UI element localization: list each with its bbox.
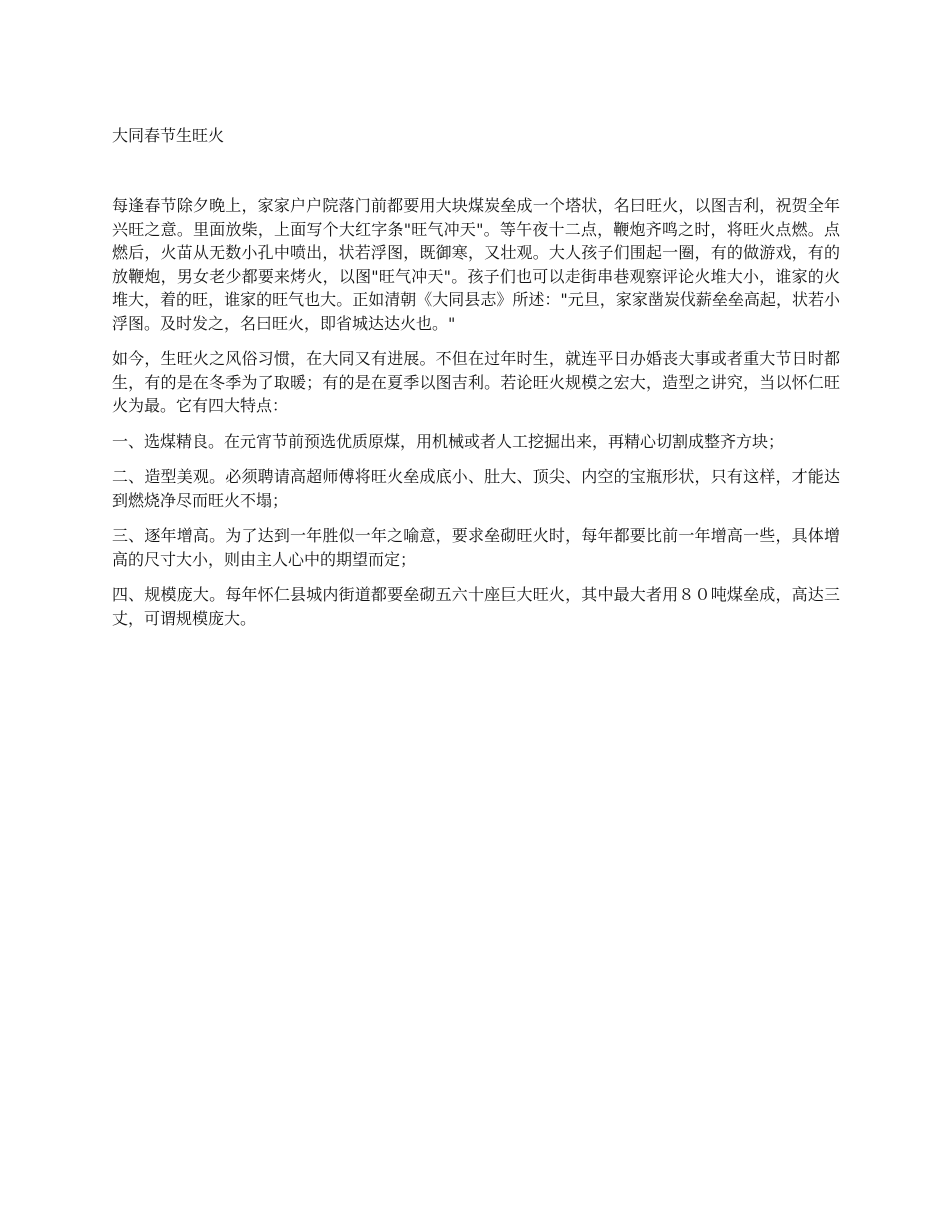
paragraph-feature-2: 二、造型美观。必须聘请高超师傅将旺火垒成底小、肚大、顶尖、内空的宝瓶形状，只有这样，才能达到燃烧净尽而旺火不塌； bbox=[112, 467, 840, 510]
document-page bbox=[112, 124, 840, 642]
paragraph-feature-1: 一、选煤精良。在元宵节前预选优质原煤，用机械或者人工挖掘出来，再精心切割成整齐方块； bbox=[112, 431, 785, 451]
paragraph-today: 如今，生旺火之风俗习惯，在大同又有进展。不但在过年时生，就连平日办婚丧大事或者重大节日时都生，有的是在冬季为了取暖；有的是在夏季以图吉利。若论旺火规模之宏大，造型之讲究，当以怀仁旺火为最。它有四大特点： bbox=[112, 349, 840, 415]
document-title: 大同春节生旺火 bbox=[112, 126, 225, 145]
paragraph-feature-3: 三、逐年增高。为了达到一年胜似一年之喻意，要求垒砌旺火时，每年都要比前一年增高一些，具体增高的尺寸大小，则由主人心中的期望而定； bbox=[112, 526, 840, 569]
paragraph-feature-4: 四、规模庞大。每年怀仁县城内街道都要垒砌五六十座巨大旺火，其中最大者用８０吨煤垒成，高达三丈，可谓规模庞大。 bbox=[112, 585, 840, 628]
paragraph-intro: 每逢春节除夕晚上，家家户户院落门前都要用大块煤炭垒成一个塔状，名曰旺火，以图吉利，祝贺全年兴旺之意。里面放柴，上面写个大红字条"旺气冲天"。等午夜十二点，鞭炮齐鸣之时，将旺火点燃。点燃后，火苗从无数小孔中喷出，状若浮图，既御寒，又壮观。大人孩子们围起一圈，有的做游戏，有的放鞭炮，男女老少都要来烤火，以图"旺气冲天"。孩子们也可以走街串巷观察评论火堆大小，谁家的火堆大，着的旺，谁家的旺气也大。正如清朝《大同县志》所述："元旦，家家凿炭伐薪垒垒高起，状若小浮图。及时发之，名曰旺火，即省城达达火也。" bbox=[112, 196, 840, 333]
